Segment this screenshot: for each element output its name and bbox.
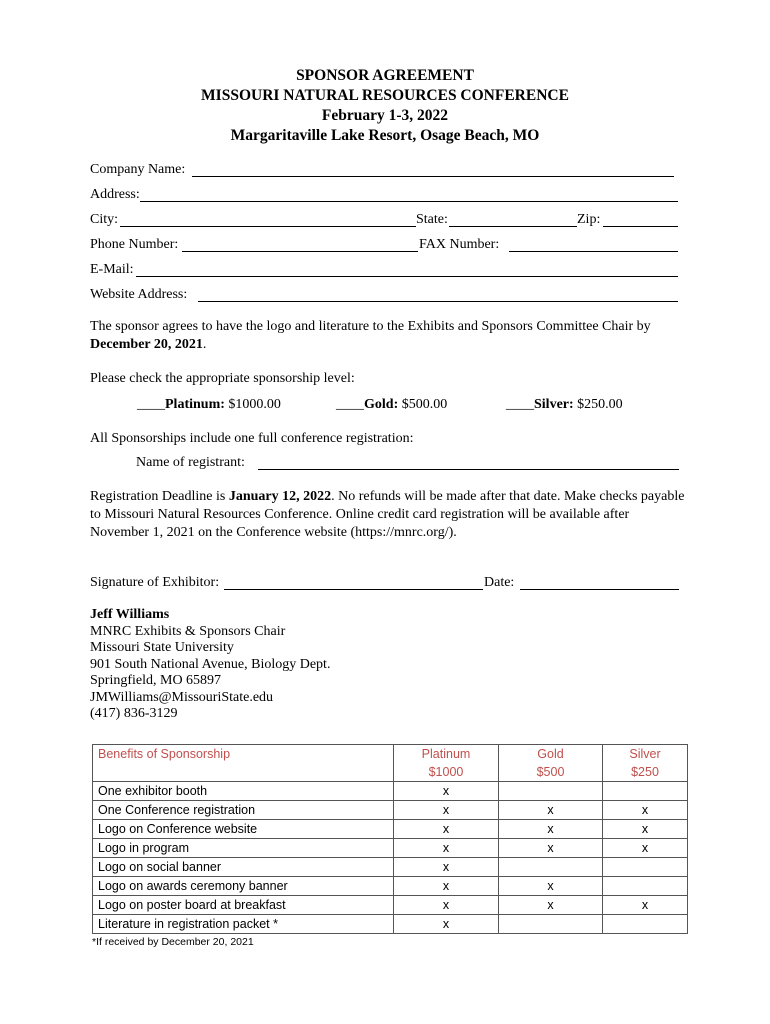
website-label: Website Address: [90, 287, 188, 302]
silver-option[interactable] [506, 396, 623, 414]
silver-cell [603, 858, 688, 877]
title-line-1: SPONSOR AGREEMENT [296, 67, 474, 84]
platinum-header-price: $1000 [428, 765, 464, 779]
benefit-cell: Logo on Conference website [93, 820, 394, 839]
signature-label: Signature of Exhibitor: [90, 575, 220, 590]
website-field[interactable] [198, 301, 678, 302]
silver-cell: x [603, 820, 688, 839]
title-line-3: February 1-3, 2022 [321, 107, 449, 124]
benefit-cell: One Conference registration [93, 801, 394, 820]
fax-label: FAX Number: [419, 237, 500, 252]
company-name-label: Company Name: [90, 162, 186, 177]
platinum-cell: x [394, 915, 499, 934]
table-row [93, 877, 688, 896]
platinum-price: $1000.00 [228, 397, 281, 412]
platinum-header [394, 745, 499, 782]
deadline-pre: Registration Deadline is [90, 489, 229, 504]
agreement-text: The sponsor agrees to have the logo and literature to the Exhibits and Sponsors Committee Chair by [90, 319, 651, 334]
benefits-table [92, 744, 688, 934]
benefit-cell: One exhibitor booth [93, 782, 394, 801]
platinum-option[interactable] [137, 396, 281, 414]
company-name-field[interactable] [192, 176, 674, 177]
benefit-cell: Logo in program [93, 839, 394, 858]
address-field[interactable] [140, 201, 678, 202]
gold-cell [499, 858, 603, 877]
silver-cell: x [603, 839, 688, 858]
silver-cell: x [603, 801, 688, 820]
gold-option[interactable] [336, 396, 447, 414]
registrant-field[interactable] [258, 469, 679, 470]
city-label: City: [90, 212, 119, 227]
agreement-date: December 20, 2021 [90, 337, 203, 352]
platinum-cell: x [394, 782, 499, 801]
gold-price: $500.00 [401, 397, 448, 412]
deadline-date: January 12, 2022 [228, 489, 332, 504]
silver-cell [603, 782, 688, 801]
silver-price: $250.00 [577, 397, 623, 412]
signature-field[interactable] [224, 589, 483, 590]
registrant-label: Name of registrant: [136, 455, 245, 470]
contact-street: 901 South National Avenue, Biology Dept. [90, 657, 331, 672]
table-row [93, 820, 688, 839]
table-header-row [93, 745, 688, 782]
platinum-cell: x [394, 820, 499, 839]
gold-cell: x [499, 839, 603, 858]
platinum-cell: x [394, 839, 499, 858]
signature-date-label: Date: [484, 575, 515, 590]
deadline-post: . No refunds will be made after that date. Make checks payable to Missouri Natural Resources Conference. Online credit card registration will be available after November 1, 2021 on the Conference website (https://mnrc.org/). [90, 489, 685, 540]
silver-cell: x [603, 896, 688, 915]
contact-city: Springfield, MO 65897 [90, 673, 222, 688]
signature-date-field[interactable] [520, 589, 679, 590]
silver-header-name: Silver [629, 747, 661, 761]
city-field[interactable] [120, 226, 416, 227]
gold-cell: x [499, 820, 603, 839]
email-label: E-Mail: [90, 262, 134, 277]
title-line-2: MISSOURI NATURAL RESOURCES CONFERENCE [201, 87, 569, 104]
silver-header-price: $250 [631, 765, 659, 779]
benefit-cell: Logo on awards ceremony banner [93, 877, 394, 896]
contact-title: MNRC Exhibits & Sponsors Chair [90, 624, 286, 639]
table-footnote: *If received by December 20, 2021 [92, 936, 254, 948]
benefit-cell: Logo on social banner [93, 858, 394, 877]
gold-cell [499, 782, 603, 801]
registration-includes: All Sponsorships include one full conference registration: [90, 431, 414, 446]
table-row [93, 801, 688, 820]
table-row [93, 896, 688, 915]
platinum-cell: x [394, 801, 499, 820]
email-field[interactable] [136, 276, 678, 277]
gold-cell: x [499, 801, 603, 820]
agreement-period: . [202, 337, 207, 352]
platinum-label: Platinum: [165, 397, 225, 412]
state-field[interactable] [449, 226, 577, 227]
silver-cell [603, 915, 688, 934]
platinum-cell: x [394, 858, 499, 877]
gold-header-name: Gold [537, 747, 564, 761]
table-row [93, 915, 688, 934]
title-line-4: Margaritaville Lake Resort, Osage Beach, MO [230, 127, 540, 144]
platinum-header-name: Platinum [421, 747, 471, 761]
zip-field[interactable] [603, 226, 678, 227]
table-row [93, 782, 688, 801]
benefit-cell: Logo on poster board at breakfast [93, 896, 394, 915]
silver-label: Silver: [534, 397, 574, 412]
level-prompt: Please check the appropriate sponsorship level: [90, 371, 355, 386]
gold-cell: x [499, 877, 603, 896]
phone-label: Phone Number: [90, 237, 179, 252]
platinum-checkbox-blank[interactable]: ____ [137, 397, 165, 412]
deadline-paragraph [90, 488, 690, 542]
fax-field[interactable] [509, 251, 678, 252]
contact-org: Missouri State University [90, 640, 234, 655]
platinum-cell: x [394, 896, 499, 915]
gold-header-price: $500 [536, 765, 565, 779]
platinum-cell: x [394, 877, 499, 896]
gold-header [499, 745, 603, 782]
silver-cell [603, 877, 688, 896]
table-row [93, 858, 688, 877]
contact-phone: (417) 836-3129 [90, 706, 178, 721]
phone-field[interactable] [182, 251, 418, 252]
contact-email: JMWilliams@MissouriState.edu [90, 690, 274, 705]
silver-checkbox-blank[interactable]: ____ [506, 397, 534, 412]
gold-label: Gold: [364, 397, 399, 412]
address-label: Address: [90, 187, 140, 202]
agreement-paragraph [90, 318, 690, 354]
contact-name: Jeff Williams [90, 607, 170, 622]
gold-checkbox-blank[interactable]: ____ [336, 397, 364, 412]
zip-label: Zip: [577, 212, 601, 227]
state-label: State: [416, 212, 448, 227]
benefit-cell: Literature in registration packet * [93, 915, 394, 934]
benefits-header: Benefits of Sponsorship [93, 745, 394, 782]
gold-cell: x [499, 896, 603, 915]
gold-cell [499, 915, 603, 934]
table-row [93, 839, 688, 858]
silver-header [603, 745, 688, 782]
